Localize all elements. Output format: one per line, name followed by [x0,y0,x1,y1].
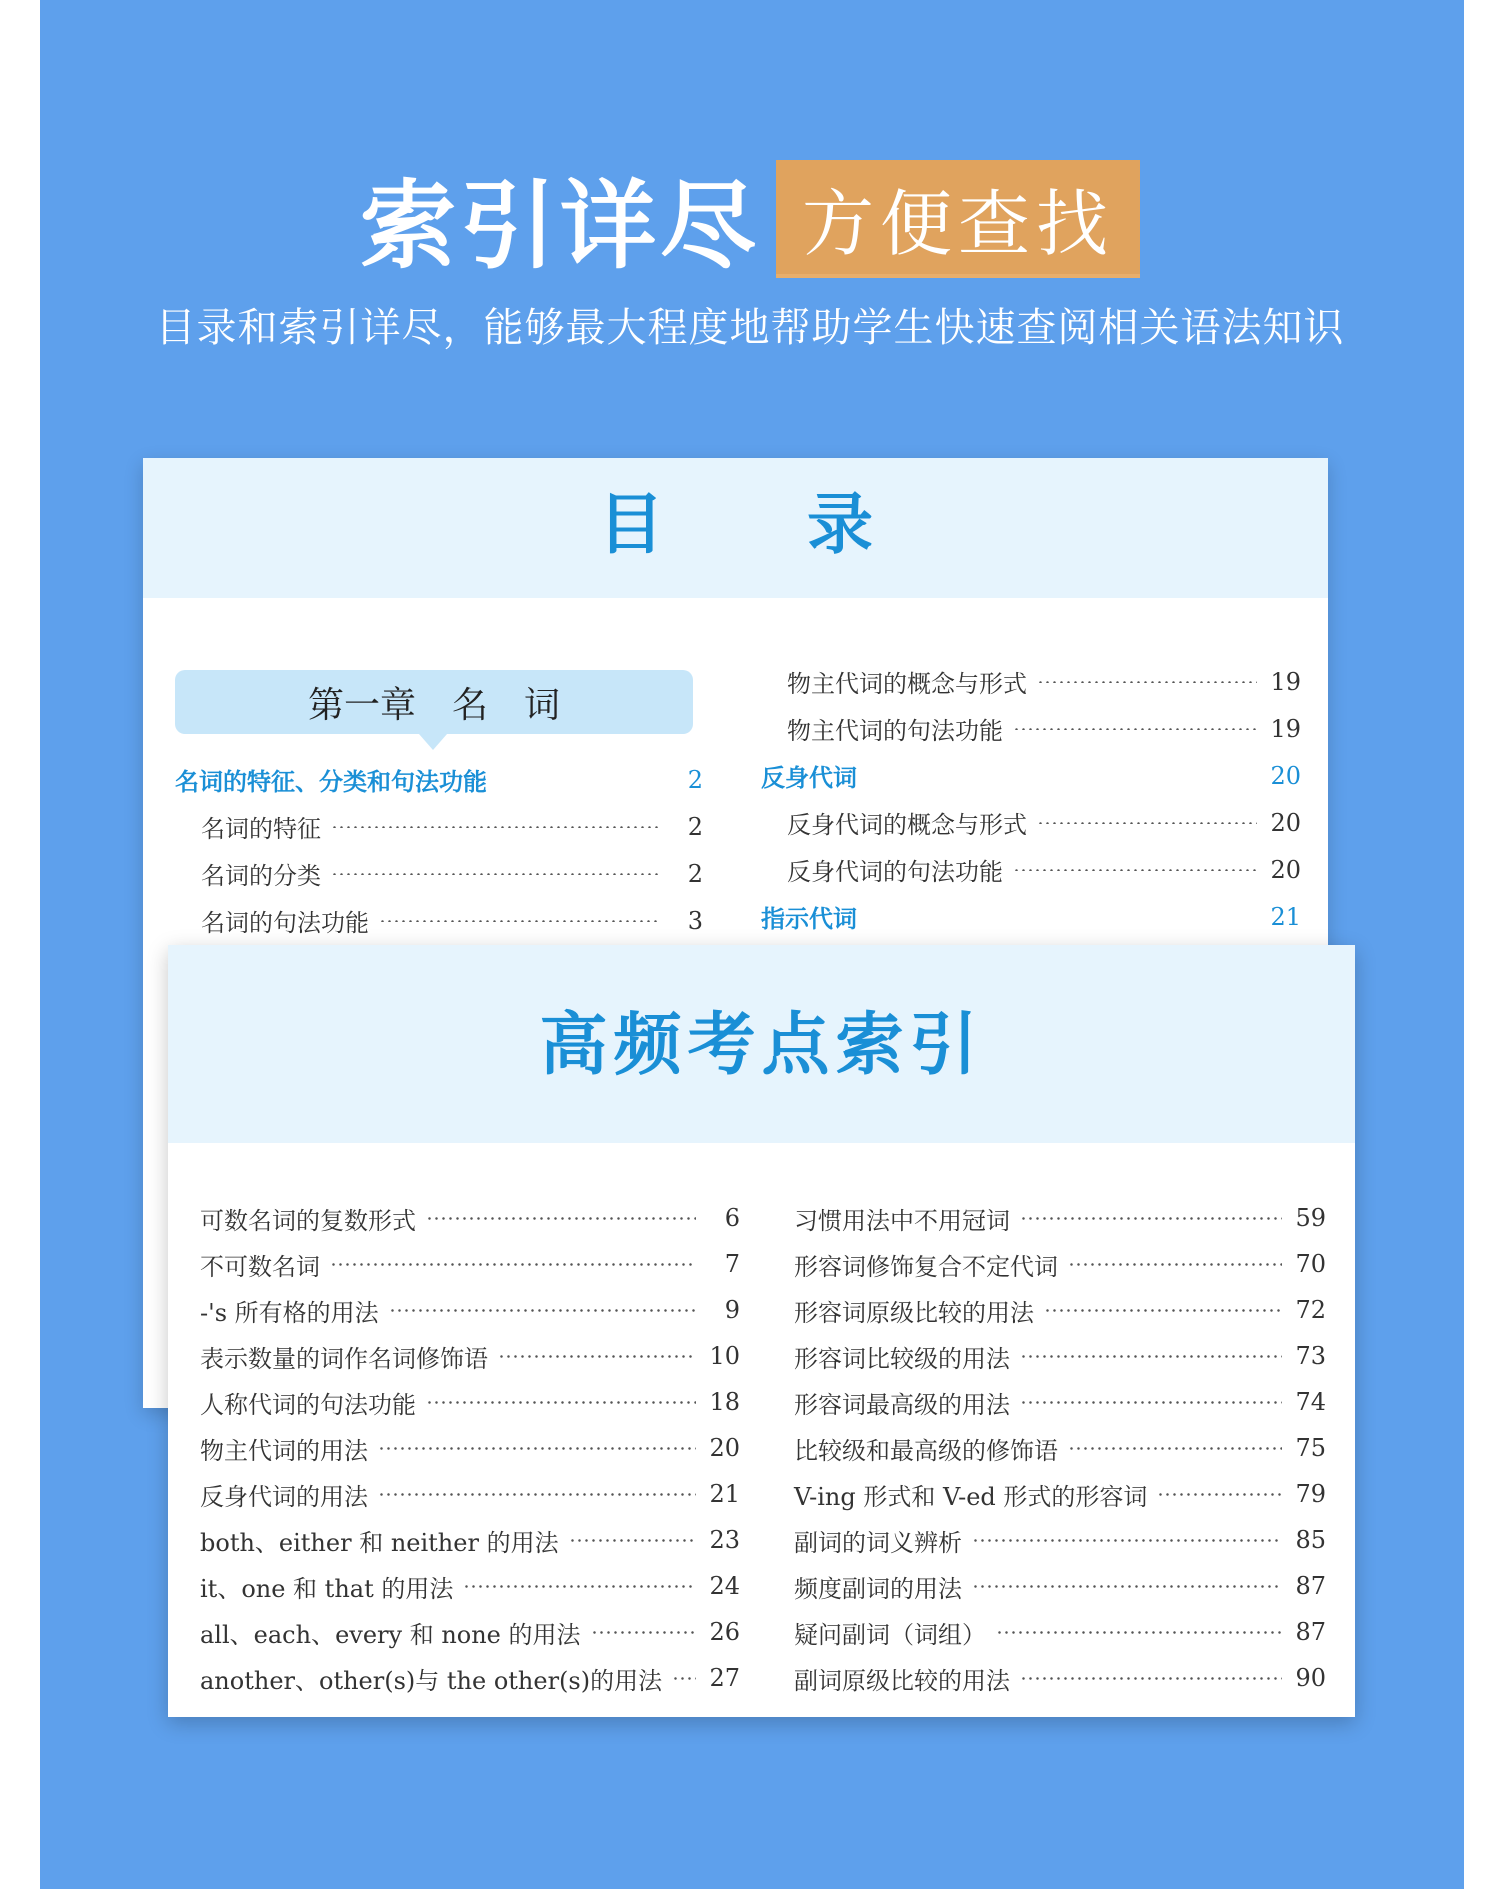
entry-page-number: 90 [1295,1664,1326,1692]
dot-leader [330,1263,696,1266]
entry-row [761,799,1301,846]
entry-page-number: 85 [1295,1526,1326,1554]
dot-leader [996,1631,1282,1634]
entry-label: 习惯用法中不用冠词 [794,1206,1010,1235]
dot-leader [1068,1263,1282,1266]
entry-row [794,1195,1326,1241]
entry-label: 名词的分类 [201,862,321,890]
entry-label: 名词的句法功能 [201,909,369,937]
entry-page-number: 18 [709,1388,740,1416]
entry-row [175,803,703,850]
entry-row [200,1517,740,1563]
entry-page-number: 87 [1295,1618,1326,1646]
entry-page-number: 26 [709,1618,740,1646]
dot-leader [1013,869,1257,871]
entry-label: all、each、every 和 none 的用法 [200,1620,581,1649]
entry-row [200,1195,740,1241]
entry-label: 比较级和最高级的修饰语 [794,1436,1058,1465]
dot-leader [426,1217,696,1220]
entry-row [761,846,1301,893]
entry-page-number: 21 [1270,902,1301,931]
dot-leader [378,1493,696,1496]
entry-row [794,1609,1326,1655]
entry-page-number: 6 [724,1204,740,1232]
entry-row [200,1425,740,1471]
entry-row [794,1655,1326,1701]
dot-leader [378,1447,696,1450]
entry-row [200,1333,740,1379]
entry-page-number: 24 [709,1572,740,1600]
headline-tag: 方便查找 [776,160,1140,278]
dot-leader [1013,728,1257,730]
entry-label: 形容词原级比较的用法 [794,1298,1034,1327]
entry-label: 反身代词 [761,764,857,792]
entry-page-number: 20 [1270,855,1301,884]
dot-leader [591,1631,696,1634]
entry-page-number: 20 [1270,808,1301,837]
entry-label: 表示数量的词作名词修饰语 [200,1344,488,1373]
index-left-column [200,1195,740,1701]
index-right-column [794,1195,1326,1701]
entry-page-number: 20 [1270,761,1301,790]
entry-row [794,1333,1326,1379]
entry-label: it、one 和 that 的用法 [200,1574,454,1603]
toc-section-row [761,752,1301,799]
dot-leader [569,1539,696,1542]
entry-label: 指示代词 [761,905,857,933]
entry-label: both、either 和 neither 的用法 [200,1528,559,1557]
entry-row [794,1471,1326,1517]
entry-page-number: 74 [1295,1388,1326,1416]
entry-row [794,1563,1326,1609]
entry-page-number: 21 [709,1480,740,1508]
entry-label: -'s 所有格的用法 [200,1298,379,1327]
dot-leader [426,1401,696,1404]
chapter-heading: 第一章 名 词 [175,670,693,734]
dot-leader [672,1677,696,1680]
dot-leader [1068,1447,1282,1450]
entry-page-number: 70 [1295,1250,1326,1278]
entry-row [175,850,703,897]
entry-page-number: 72 [1295,1296,1326,1324]
entry-page-number: 19 [1270,667,1301,696]
toc-header [143,458,1328,598]
entry-label: 反身代词的句法功能 [787,858,1003,886]
entry-page-number: 59 [1295,1204,1326,1232]
entry-page-number: 23 [709,1526,740,1554]
entry-row [200,1241,740,1287]
dot-leader [1020,1401,1282,1404]
entry-row [794,1287,1326,1333]
subtitle: 目录和索引详尽，能够最大程度地帮助学生快速查阅相关语法知识 [155,305,1345,351]
entry-label: 形容词比较级的用法 [794,1344,1010,1373]
entry-page-number: 3 [687,906,703,935]
entry-row [200,1379,740,1425]
entry-label: 副词的词义辨析 [794,1528,962,1557]
entry-row [794,1425,1326,1471]
entry-label: 可数名词的复数形式 [200,1206,416,1235]
entry-row [200,1655,740,1701]
entry-page-number: 10 [709,1342,740,1370]
toc-title: 目 录 [598,485,933,563]
dot-leader [1020,1217,1282,1220]
dot-leader [1157,1493,1282,1496]
dot-leader [379,920,659,922]
dot-leader [1044,1309,1282,1312]
entry-label: 名词的特征、分类和句法功能 [175,768,487,796]
entry-page-number: 20 [709,1434,740,1462]
entry-page-number: 79 [1295,1480,1326,1508]
toc-section-row [175,756,703,803]
entry-label: 反身代词的用法 [200,1482,368,1511]
dot-leader [498,1355,696,1358]
entry-label: 人称代词的句法功能 [200,1390,416,1419]
entry-label: 频度副词的用法 [794,1574,962,1603]
index-header [168,945,1355,1143]
entry-label: 形容词最高级的用法 [794,1390,1010,1419]
entry-row [175,897,703,944]
index-card [168,945,1355,1717]
toc-right-column [761,658,1301,940]
entry-page-number: 75 [1295,1434,1326,1462]
entry-row [200,1287,740,1333]
entry-page-number: 87 [1295,1572,1326,1600]
dot-leader [389,1309,696,1312]
dot-leader [972,1585,1282,1588]
dot-leader [1020,1355,1282,1358]
entry-page-number: 73 [1295,1342,1326,1370]
dot-leader [972,1539,1282,1542]
dot-leader [331,826,659,828]
entry-page-number: 7 [724,1250,740,1278]
headline [0,150,1500,287]
entry-page-number: 2 [687,859,703,888]
entry-label: 不可数名词 [200,1252,320,1281]
entry-label: another、other(s)与 the other(s)的用法 [200,1666,663,1695]
dot-leader [331,873,659,875]
entry-row [794,1517,1326,1563]
dot-leader [1020,1677,1282,1680]
dot-leader [1037,822,1257,824]
entry-label: 物主代词的概念与形式 [787,670,1027,698]
entry-row [200,1471,740,1517]
entry-page-number: 9 [724,1296,740,1324]
dot-leader [1037,681,1257,683]
entry-label: 疑问副词（词组） [794,1620,986,1649]
entry-row [761,658,1301,705]
entry-row [200,1609,740,1655]
entry-row [794,1379,1326,1425]
entry-label: V-ing 形式和 V-ed 形式的形容词 [794,1482,1148,1511]
dot-leader [463,1585,696,1588]
entry-label: 反身代词的概念与形式 [787,811,1027,839]
index-title: 高频考点索引 [539,1005,984,1085]
toc-left-column [175,756,703,944]
entry-label: 名词的特征 [201,815,321,843]
entry-label: 形容词修饰复合不定代词 [794,1252,1058,1281]
entry-label: 物主代词的用法 [200,1436,368,1465]
entry-page-number: 19 [1270,714,1301,743]
toc-section-row [761,893,1301,940]
entry-row [761,705,1301,752]
entry-row [200,1563,740,1609]
entry-page-number: 27 [709,1664,740,1692]
headline-main: 索引详尽 [359,170,760,282]
entry-label: 副词原级比较的用法 [794,1666,1010,1695]
entry-page-number: 2 [687,765,703,794]
entry-row [794,1241,1326,1287]
entry-page-number: 2 [687,812,703,841]
entry-label: 物主代词的句法功能 [787,717,1003,745]
